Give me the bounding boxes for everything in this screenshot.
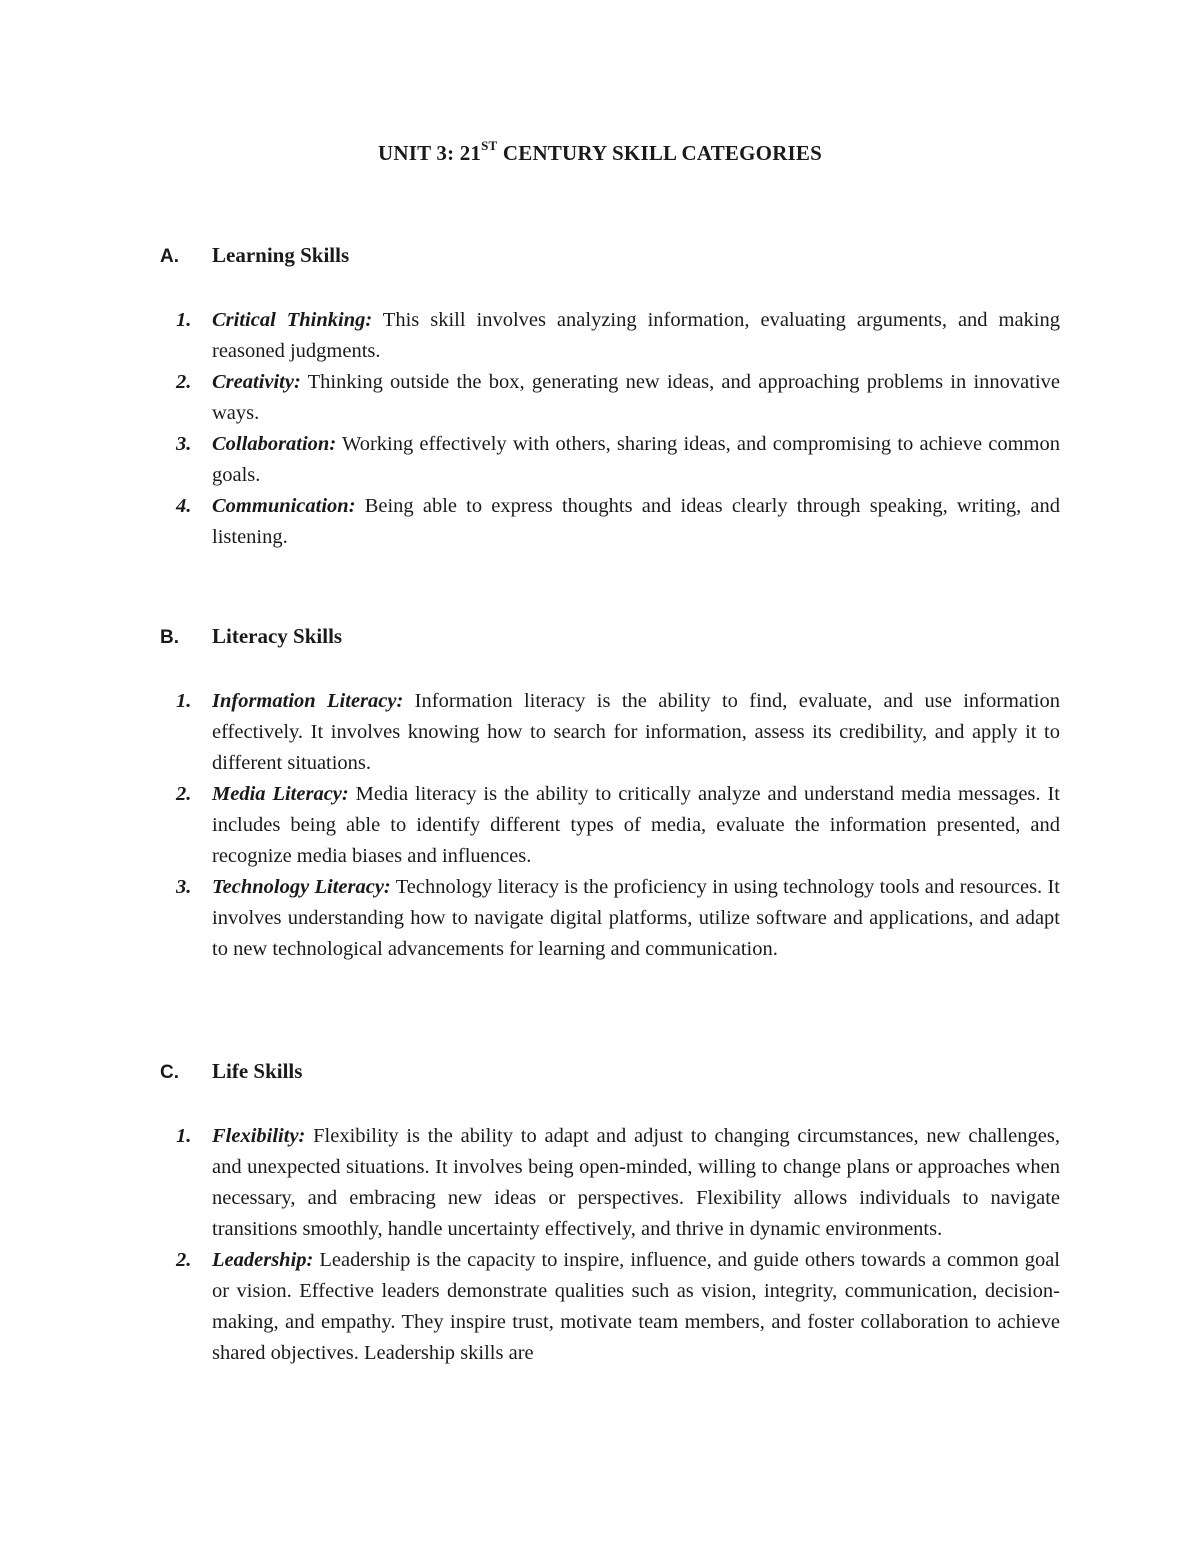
item-text: Thinking outside the box, generating new ideas, and approaching problems in innovative ways. xyxy=(212,371,1060,424)
section-letter: B. xyxy=(160,627,179,648)
item-number: 1. xyxy=(176,309,192,331)
item-text: Working effectively with others, sharing ideas, and compromising to achieve common goals. xyxy=(212,433,1060,486)
item-text: Flexibility is the ability to adapt and adjust to changing circumstances, new challenges, and unexpected situations. It involves being open-minded, willing to change plans or approaches when necessary, and embracing new ideas or perspectives. Flexibility allows individuals to navigate transitions smoothly, handle uncertainty effectively, and thrive in dynamic environments. xyxy=(212,1125,1060,1240)
section-title: Life Skills xyxy=(212,1059,303,1083)
item-number: 4. xyxy=(176,495,192,517)
section-heading xyxy=(160,1059,1060,1090)
section-heading xyxy=(160,243,1060,274)
item-text: Being able to express thoughts and ideas clearly through speaking, writing, and listening. xyxy=(212,495,1060,548)
item-list xyxy=(160,1121,1060,1369)
list-item xyxy=(160,305,1060,367)
list-item xyxy=(160,686,1060,779)
section-title: Learning Skills xyxy=(212,243,350,267)
section-title: Literacy Skills xyxy=(212,624,343,648)
item-term: Flexibility: xyxy=(212,1125,306,1147)
item-text: This skill involves analyzing information, evaluating arguments, and making reasoned judgments. xyxy=(212,309,1060,362)
section-letter: C. xyxy=(160,1062,179,1083)
item-term: Information Literacy: xyxy=(212,690,404,712)
list-item xyxy=(160,1245,1060,1369)
list-item xyxy=(160,429,1060,491)
item-term: Leadership: xyxy=(212,1249,314,1271)
item-number: 2. xyxy=(176,371,192,393)
item-number: 3. xyxy=(176,876,192,898)
section-letter: A. xyxy=(160,246,179,267)
section-heading xyxy=(160,624,1060,655)
section-literacy-skills xyxy=(160,624,1060,965)
title-suffix: CENTURY SKILL CATEGORIES xyxy=(497,141,823,165)
item-number: 3. xyxy=(176,433,192,455)
item-term: Collaboration: xyxy=(212,433,337,455)
section-life-skills xyxy=(160,1059,1060,1369)
item-text: Technology literacy is the proficiency in using technology tools and resources. It involves understanding how to navigate digital platforms, utilize software and applications, and adapt to new technological advancements for learning and communication. xyxy=(212,876,1060,960)
list-item xyxy=(160,872,1060,965)
item-term: Creativity: xyxy=(212,371,301,393)
item-term: Critical Thinking: xyxy=(212,309,373,331)
title-prefix: UNIT 3: 21 xyxy=(377,141,482,165)
item-term: Technology Literacy: xyxy=(212,876,391,898)
title-superscript: ST xyxy=(481,138,498,153)
list-item xyxy=(160,367,1060,429)
item-number: 1. xyxy=(176,1125,192,1147)
item-number: 2. xyxy=(176,1249,192,1271)
item-list xyxy=(160,686,1060,965)
list-item xyxy=(160,779,1060,872)
section-learning-skills xyxy=(160,243,1060,553)
item-text: Media literacy is the ability to critically analyze and understand media messages. It includes being able to identify different types of media, evaluate the information presented, and recognize media biases and influences. xyxy=(212,783,1060,867)
document-title xyxy=(0,140,1200,166)
item-list xyxy=(160,305,1060,553)
item-text: Leadership is the capacity to inspire, influence, and guide others towards a common goal or vision. Effective leaders demonstrate qualities such as vision, integrity, communication, decision-making, and empathy. They inspire trust, motivate team members, and foster collaboration to achieve shared objectives. Leadership skills are xyxy=(212,1249,1060,1364)
list-item xyxy=(160,1121,1060,1245)
item-number: 1. xyxy=(176,690,192,712)
item-term: Media Literacy: xyxy=(212,783,349,805)
list-item xyxy=(160,491,1060,553)
item-number: 2. xyxy=(176,783,192,805)
item-term: Communication: xyxy=(212,495,356,517)
item-text: Information literacy is the ability to find, evaluate, and use information effectively. It involves knowing how to search for information, assess its credibility, and apply it to different situations. xyxy=(212,690,1060,774)
